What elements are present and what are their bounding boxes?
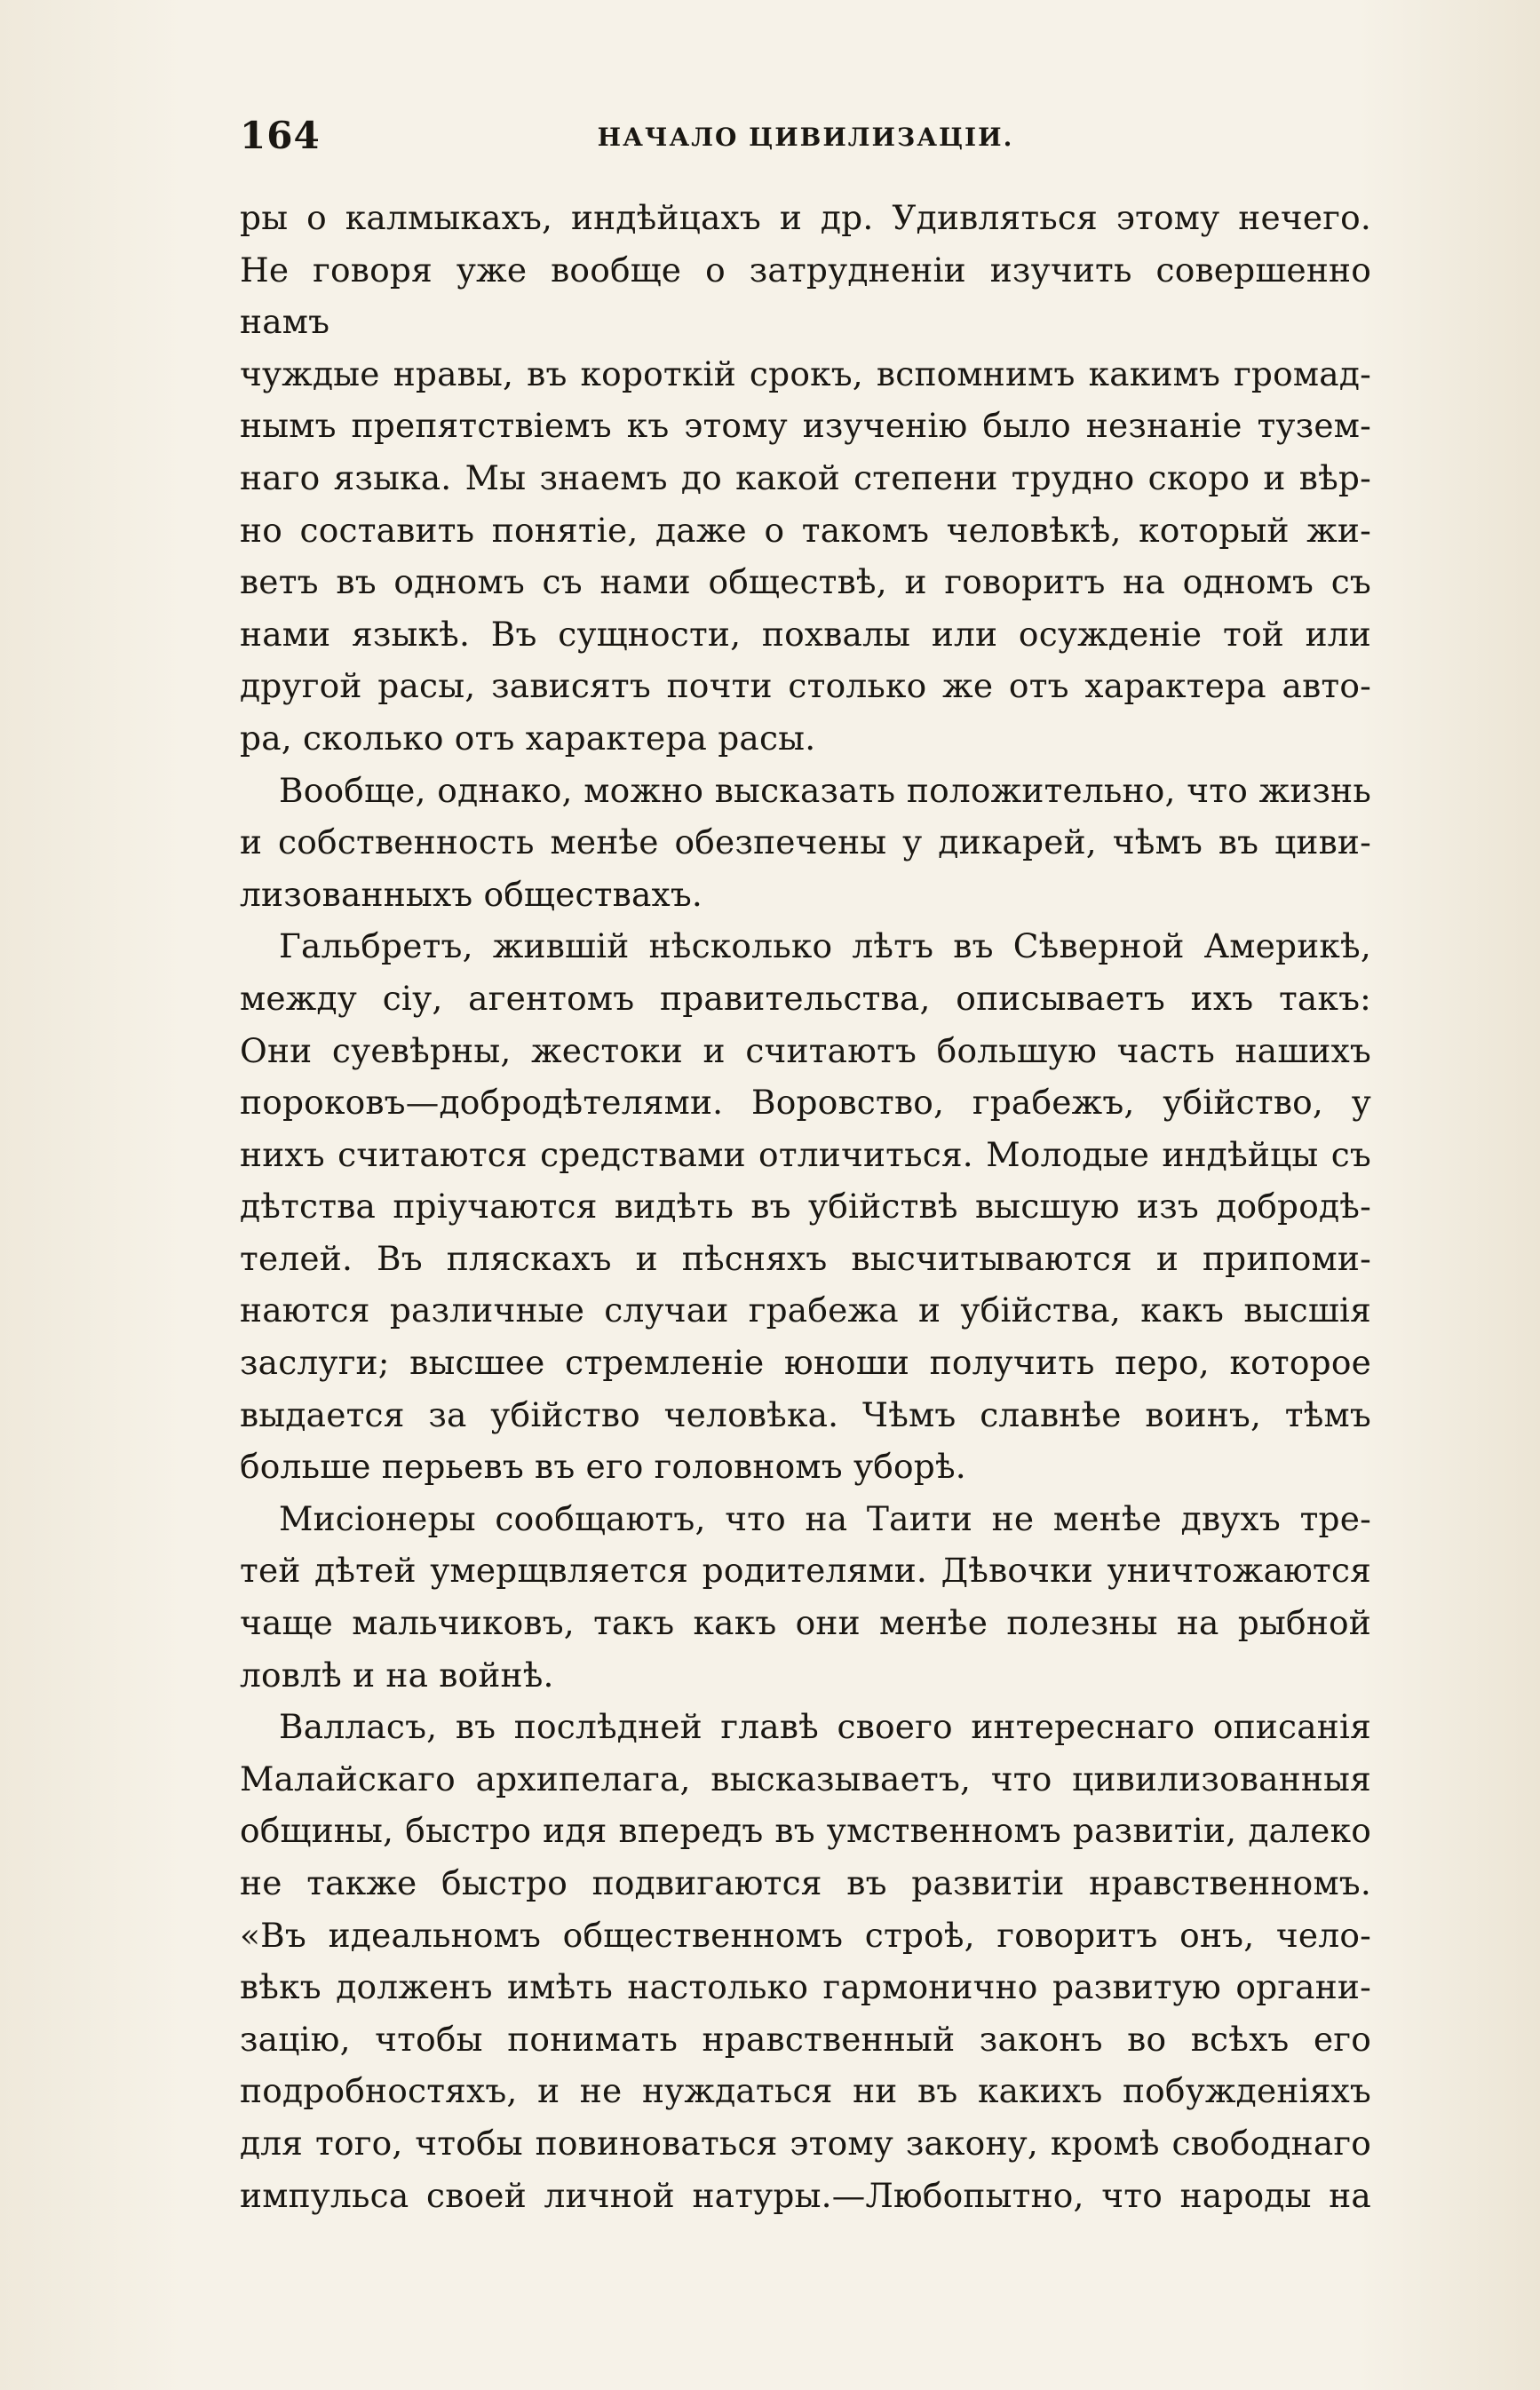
paragraph — [240, 920, 1371, 1493]
text-line: для того, чтобы повиноваться этому закону, кромѣ свободнаго — [240, 2123, 1371, 2163]
text-line: Вообще, однако, можно высказать положительно, что жизнь — [279, 770, 1371, 810]
text-line: ры о калмыкахъ, индѣйцахъ и др. Удивляться этому нечего. — [240, 198, 1371, 237]
page-header — [240, 114, 1371, 176]
text-line: тей дѣтей умерщвляется родителями. Дѣвочки уничтожаются — [240, 1551, 1371, 1591]
text-line: Мисіонеры сообщаютъ, что на Таити не менѣе двухъ тре- — [279, 1498, 1371, 1538]
text-line: ра, сколько отъ характера расы. — [240, 718, 816, 758]
text-line: зацію, чтобы понимать нравственный законъ во всѣхъ его — [240, 2019, 1371, 2059]
text-line: заслуги; высшее стремленіе юноши получить перо, которое — [240, 1343, 1371, 1383]
text-line: и собственность менѣе обезпечены у дикарей, чѣмъ въ циви- — [240, 822, 1371, 862]
text-line: но составить понятіе, даже о такомъ человѣкѣ, который жи- — [240, 510, 1371, 550]
paragraph — [240, 1701, 1371, 2221]
page-body-text — [240, 192, 1371, 2221]
text-line: выдается за убійство человѣка. Чѣмъ славнѣе воинъ, тѣмъ — [240, 1394, 1371, 1434]
text-line: вѣкъ долженъ имѣть настолько гармонично развитую органи- — [240, 1967, 1371, 2007]
text-line: лизованныхъ обществахъ. — [240, 874, 703, 914]
text-line: наго языка. Мы знаемъ до какой степени трудно скоро и вѣр- — [240, 457, 1371, 497]
paragraph — [240, 192, 1371, 765]
text-line: подробностяхъ, и не нуждаться ни въ какихъ побужденіяхъ — [240, 2071, 1371, 2111]
paragraph — [240, 1493, 1371, 1701]
text-line: чуждые нравы, въ короткій срокъ, вспомнимъ какимъ громад- — [240, 353, 1371, 393]
text-line: Гальбретъ, жившій нѣсколько лѣтъ въ Сѣверной Америкѣ, — [279, 926, 1371, 966]
text-line: Они суевѣрны, жестоки и считаютъ большую часть нашихъ — [240, 1030, 1371, 1070]
text-line: чаще мальчиковъ, такъ какъ они менѣе полезны на рыбной — [240, 1603, 1371, 1643]
text-line: ловлѣ и на войнѣ. — [240, 1655, 554, 1695]
paragraph — [240, 765, 1371, 921]
text-line: общины, быстро идя впередъ въ умственномъ развитіи, далеко — [240, 1811, 1371, 1851]
text-line: Малайскаго архипелага, высказываетъ, что цивилизованныя — [240, 1759, 1371, 1798]
text-line: нами языкѣ. Въ сущности, похвалы или осужденіе той или — [240, 614, 1371, 654]
text-line: другой расы, зависятъ почти столько же отъ характера авто- — [240, 666, 1371, 706]
text-line: нихъ считаются средствами отличиться. Молодые индѣйцы съ — [240, 1134, 1371, 1174]
text-line: ветъ въ одномъ съ нами обществѣ, и говоритъ на одномъ съ — [240, 562, 1371, 602]
text-line: пороковъ—добродѣтелями. Воровство, грабежъ, убійство, у — [240, 1083, 1371, 1123]
text-line: нымъ препятствіемъ къ этому изученію было незнаніе тузем- — [240, 406, 1371, 446]
text-line: между сіу, агентомъ правительства, описываетъ ихъ такъ: — [240, 978, 1371, 1018]
text-line: Не говоря уже вообще о затрудненіи изучить совершенно намъ — [240, 250, 1371, 342]
text-line: дѣтства пріучаются видѣть въ убійствѣ высшую изъ добродѣ- — [240, 1187, 1371, 1227]
page-number: 164 — [240, 114, 321, 157]
text-line: не также быстро подвигаются въ развитіи нравственномъ. — [240, 1863, 1371, 1902]
text-line: импульса своей личной натуры.—Любопытно, что народы на — [240, 2175, 1371, 2215]
text-line: телей. Въ пляскахъ и пѣсняхъ высчитываются и припоми- — [240, 1238, 1371, 1278]
text-line: «Въ идеальномъ общественномъ строѣ, говоритъ онъ, чело- — [240, 1915, 1371, 1955]
text-line: Валласъ, въ послѣдней главѣ своего интереснаго описанія — [279, 1707, 1371, 1747]
text-line: больше перьевъ въ его головномъ уборѣ. — [240, 1447, 966, 1487]
running-title: НАЧАЛО ЦИВИЛИЗАЦІИ. — [597, 123, 1014, 152]
text-line: наются различные случаи грабежа и убійства, какъ высшія — [240, 1290, 1371, 1330]
